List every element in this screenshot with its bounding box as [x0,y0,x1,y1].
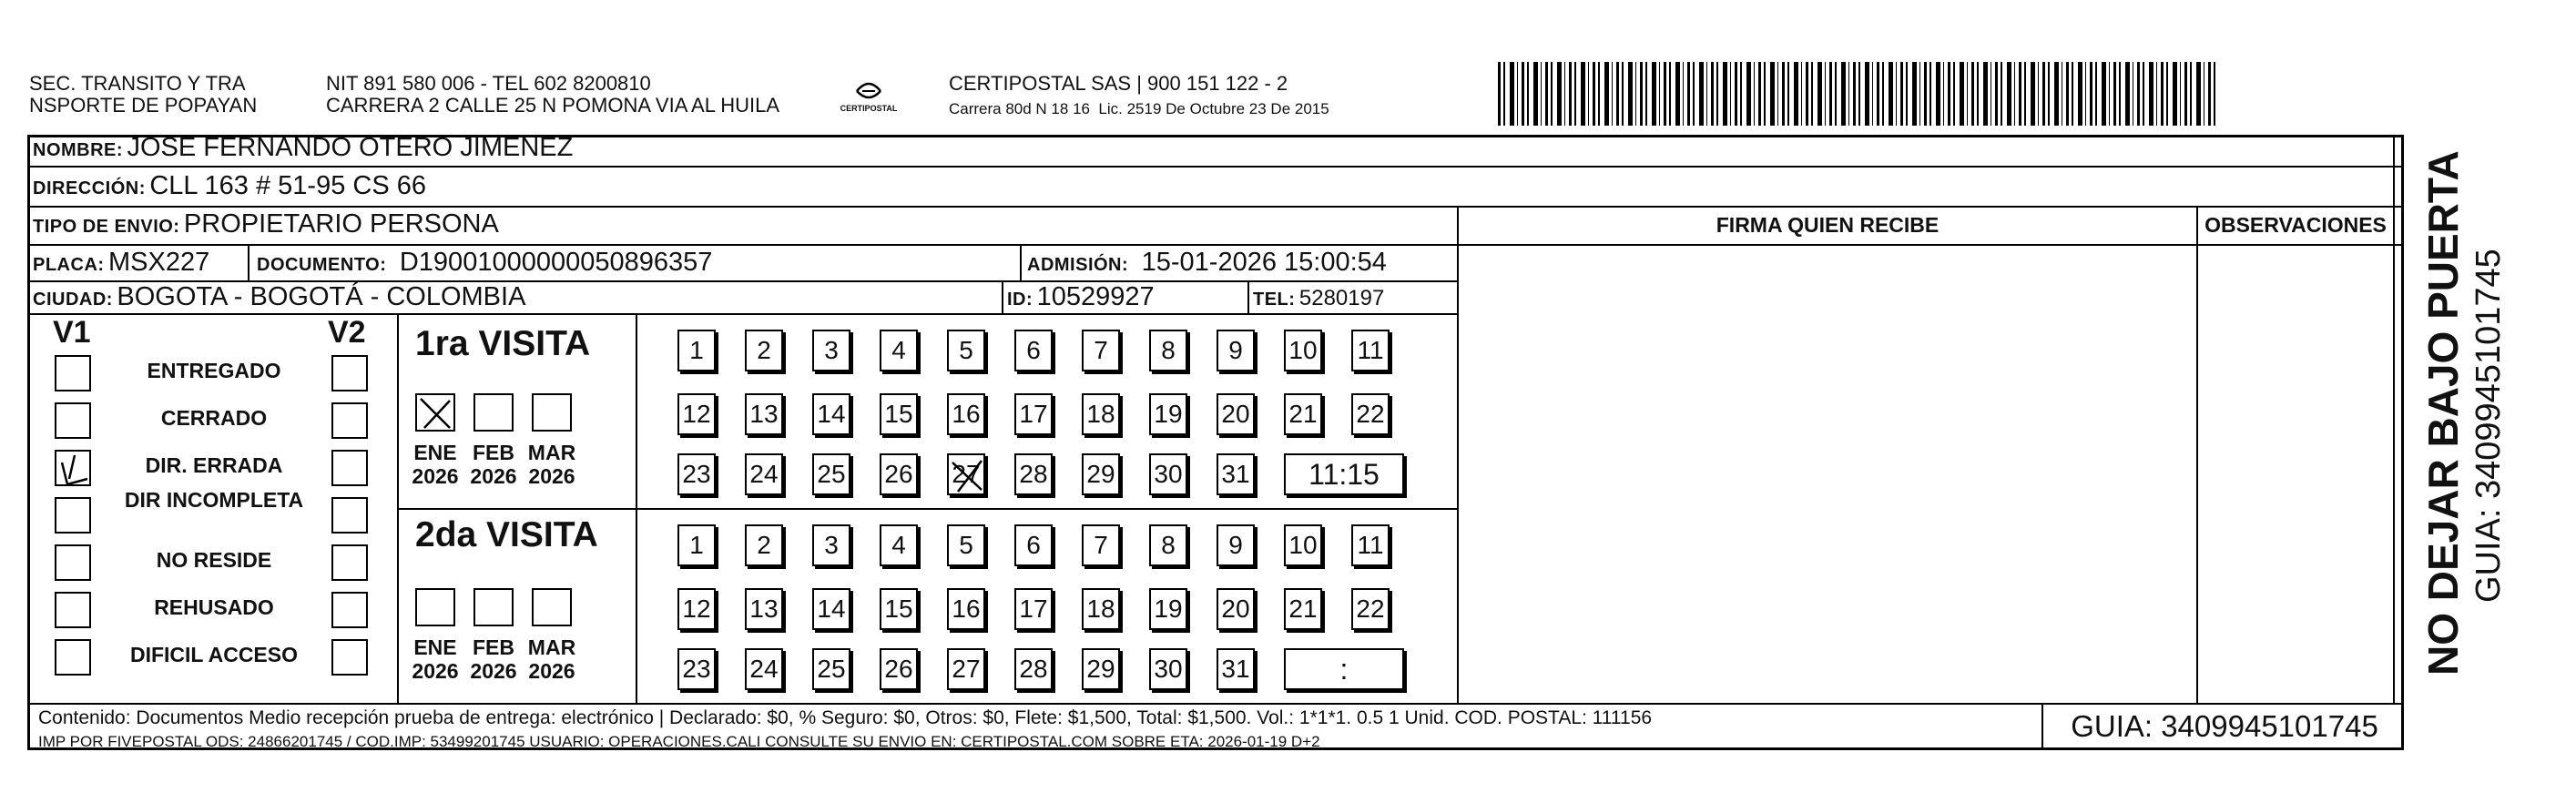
visit2-month-name: FEB [473,635,514,659]
visit2-day-box[interactable]: 6 [1014,524,1053,566]
visit2-month-name: MAR [527,635,576,659]
admision-value: 15-01-2026 15:00:54 [1141,248,1387,277]
visit1-day-box[interactable]: 17 [1014,393,1053,435]
visit2-day-box[interactable]: 9 [1217,524,1255,566]
nit-line: NIT 891 580 006 - TEL 602 8200810 [326,72,651,95]
ciudad-label: CIUDAD: [33,290,113,310]
placa-row [33,248,209,278]
visit1-day-box[interactable]: 20 [1217,393,1255,435]
visit1-month-year: 2026 [470,464,517,488]
visit2-month-checkbox[interactable] [415,588,455,626]
visit2-day-box[interactable]: 4 [880,524,918,566]
documento-row [257,248,712,278]
visit1-day-box[interactable]: 3 [812,330,850,371]
visit1-month-checkbox[interactable] [473,393,514,432]
visit1-day-box[interactable]: 10 [1284,330,1322,371]
address-line: CARRERA 2 CALLE 25 N POMONA VIA AL HUILA [326,94,780,117]
v2-checkbox[interactable] [331,450,368,486]
visit1-day-box[interactable]: 16 [947,393,985,435]
visit2-day-box[interactable]: 1 [677,524,716,566]
visit1-day-box[interactable]: 21 [1284,393,1322,435]
direccion-row [33,171,426,201]
visit2-day-box[interactable]: 12 [677,588,716,630]
visit1-month-label [524,441,579,488]
id-label: ID: [1007,290,1033,310]
visit2-month-label [408,635,463,683]
visit1-day-box[interactable]: 12 [677,393,716,435]
v1-checkbox[interactable] [55,450,91,486]
v1-checkbox[interactable] [55,592,91,628]
visit2-month-year: 2026 [470,659,517,683]
visit2-day-box[interactable]: 28 [1014,648,1053,690]
visit2-day-box[interactable]: 3 [812,524,850,566]
side-warning: NO DEJAR BAJO PUERTA [2419,150,2467,676]
visit1-month-checkbox[interactable] [415,393,455,432]
visit1-day-box[interactable]: 13 [745,393,783,435]
visit1-month-year: 2026 [412,464,459,488]
sender-line-2: NSPORTE DE POPAYAN [29,94,258,117]
visit2-month-checkbox[interactable] [532,588,572,626]
ciudad-row [33,282,525,312]
id-row [1007,282,1155,312]
visit1-day-box[interactable]: 5 [947,330,985,371]
barcode [1498,62,2217,126]
visit2-day-box[interactable]: 16 [947,588,985,630]
visit1-day-box[interactable]: 14 [812,393,850,435]
visit1-month-year: 2026 [528,464,575,488]
visit2-day-box[interactable]: 17 [1014,588,1053,630]
visit1-day-box[interactable]: 9 [1217,330,1255,371]
visit1-month-name: ENE [413,441,457,464]
visit2-time-box[interactable]: : [1284,648,1404,690]
visit2-month-year: 2026 [528,659,575,683]
v2-checkbox[interactable] [331,592,368,628]
visit1-month-label [466,441,521,488]
certipostal-logo [833,71,904,122]
visit2-day-box[interactable]: 25 [812,648,850,690]
company-line: CERTIPOSTAL SAS | 900 151 122 - 2 [949,72,1288,95]
id-value: 10529927 [1036,282,1155,311]
nombre-value: JOSE FERNANDO OTERO JIMENEZ [127,133,574,162]
visit1-day-box[interactable]: 28 [1014,453,1053,495]
visit2-day-box[interactable]: 10 [1284,524,1322,566]
visit2-day-box[interactable]: 22 [1351,588,1390,630]
visit2-month-checkbox[interactable] [473,588,514,626]
visit2-day-box[interactable]: 11 [1351,524,1390,566]
visit1-day-box[interactable]: 24 [745,453,783,495]
v2-checkbox[interactable] [331,639,368,676]
visit2-day-box[interactable]: 7 [1082,524,1120,566]
documento-label: DOCUMENTO: [257,255,387,275]
v1-checkbox[interactable] [55,355,91,391]
marked-day-value: 27 [952,460,981,488]
tel-value: 5280197 [1298,286,1385,310]
tel-row [1253,286,1384,311]
v1-checkbox[interactable] [55,639,91,676]
v1-label: V1 [53,315,91,350]
v2-checkbox[interactable] [331,355,368,391]
documento-value: D19001000000050896357 [399,248,713,277]
side-guia: GUIA: 3409945101745 [2469,249,2508,603]
visit2-day-box[interactable]: 27 [947,648,985,690]
visit2-day-box[interactable]: 21 [1284,588,1322,630]
visit1-month-name: MAR [527,441,576,464]
visit2-day-box[interactable]: 20 [1217,588,1255,630]
status-label: REHUSADO [154,595,274,619]
visit1-day-box[interactable]: 29 [1082,453,1120,495]
visit1-month-name: FEB [473,441,514,464]
sender-line-1: SEC. TRANSITO Y TRA [29,72,246,95]
visit2-title: 2da VISITA [415,515,598,554]
visit1-day-box[interactable]: 26 [880,453,918,495]
status-label: DIR INCOMPLETA [124,488,304,512]
day-mark [949,455,985,506]
visit1-month-checkbox[interactable] [532,393,572,432]
visit2-day-box[interactable]: 23 [677,648,716,690]
visit1-day-box[interactable] [947,453,985,495]
license-line: Carrera 80d N 18 16 Lic. 2519 De Octubre 23 De 2015 [949,100,1329,117]
visit1-day-box[interactable]: 7 [1082,330,1120,371]
visit1-day-box[interactable]: 4 [880,330,918,371]
observaciones-header: OBSERVACIONES [2204,213,2387,237]
tipo-row [33,209,499,239]
admision-label: ADMISIÓN: [1027,255,1129,275]
visit2-day-box[interactable]: 14 [812,588,850,630]
nombre-label: NOMBRE: [33,140,124,160]
tipo-value: PROPIETARIO PERSONA [183,209,499,239]
visit2-day-box[interactable]: 5 [947,524,985,566]
visit1-day-box[interactable]: 30 [1149,453,1187,495]
v1-checkbox[interactable] [55,402,91,439]
visit1-day-box[interactable]: 22 [1351,393,1390,435]
footer-guia: GUIA: 3409945101745 [2041,703,2406,750]
visit1-day-box[interactable]: 19 [1149,393,1187,435]
visit2-month-year: 2026 [412,659,459,683]
v2-checkbox[interactable] [331,544,368,581]
status-label: NO RESIDE [156,548,272,572]
visit2-day-box[interactable]: 26 [880,648,918,690]
direccion-value: CLL 163 # 51-95 CS 66 [149,171,426,200]
visit1-day-box[interactable]: 11 [1351,330,1390,371]
visit1-month-label [408,441,463,488]
status-label: ENTREGADO [147,359,281,382]
v2-checkbox[interactable] [331,497,368,534]
v2-checkbox[interactable] [331,402,368,439]
visit2-day-box[interactable]: 29 [1082,648,1120,690]
visit2-day-box[interactable]: 2 [745,524,783,566]
firma-header: FIRMA QUIEN RECIBE [1716,213,1940,237]
nombre-row [33,133,573,163]
direccion-label: DIRECCIÓN: [33,178,146,198]
tel-label: TEL: [1253,290,1296,310]
visit1-day-box[interactable]: 31 [1217,453,1255,495]
status-label: DIR. ERRADA [145,453,283,477]
logo-text: CERTIPOSTAL [840,104,898,113]
visit1-day-box[interactable]: 8 [1149,330,1187,371]
visit2-day-box[interactable]: 19 [1149,588,1187,630]
visit1-title: 1ra VISITA [415,324,591,363]
visit2-day-box[interactable]: 18 [1082,588,1120,630]
v2-label: V2 [328,315,366,350]
status-label: DIFICIL ACCESO [129,643,298,666]
visit2-month-name: ENE [413,635,457,659]
placa-label: PLACA: [33,255,105,275]
placa-value: MSX227 [108,248,210,277]
visit2-day-box[interactable]: 30 [1149,648,1187,690]
visit1-day-box[interactable]: 2 [745,330,783,371]
visit1-day-box[interactable]: 25 [812,453,850,495]
visit1-day-box[interactable]: 18 [1082,393,1120,435]
visit2-month-label [524,635,579,683]
visit1-time-box[interactable]: 11:15 [1284,453,1404,495]
tipo-label: TIPO DE ENVIO: [33,217,180,237]
ciudad-value: BOGOTA - BOGOTÁ - COLOMBIA [117,282,526,311]
v1-checkbox[interactable] [55,497,91,534]
visit1-day-box[interactable]: 15 [880,393,918,435]
visit2-day-box[interactable]: 8 [1149,524,1187,566]
footer-print-info: IMP POR FIVEPOSTAL ODS: 24866201745 / COD.IMP: 53499201745 USUARIO: OPERACIONES.CALI CONSULTE SU ENVIO EN: CERTIPOSTAL.COM SOBRE ETA: 2026-01-19 D+2 [38,733,1320,750]
visit2-day-box[interactable]: 15 [880,588,918,630]
footer-content: Contenido: Documentos Medio recepción prueba de entrega: electrónico | Declarado: $0, % Seguro: $0, Otros: $0, Flete: $1,500, Total: $1,500. Vol.: 1*1*1. 0.5 1 Unid. COD. POSTAL: 111156 [38,707,1653,728]
admision-row [1027,248,1387,278]
status-label: CERRADO [160,406,268,430]
visit1-day-box[interactable]: 1 [677,330,716,371]
v1-checkbox[interactable] [55,544,91,581]
visit2-month-label [466,635,521,683]
visit1-day-box[interactable]: 6 [1014,330,1053,371]
visit2-day-box[interactable]: 31 [1217,648,1255,690]
visit2-day-box[interactable]: 13 [745,588,783,630]
visit2-day-box[interactable]: 24 [745,648,783,690]
visit1-day-box[interactable]: 23 [677,453,716,495]
